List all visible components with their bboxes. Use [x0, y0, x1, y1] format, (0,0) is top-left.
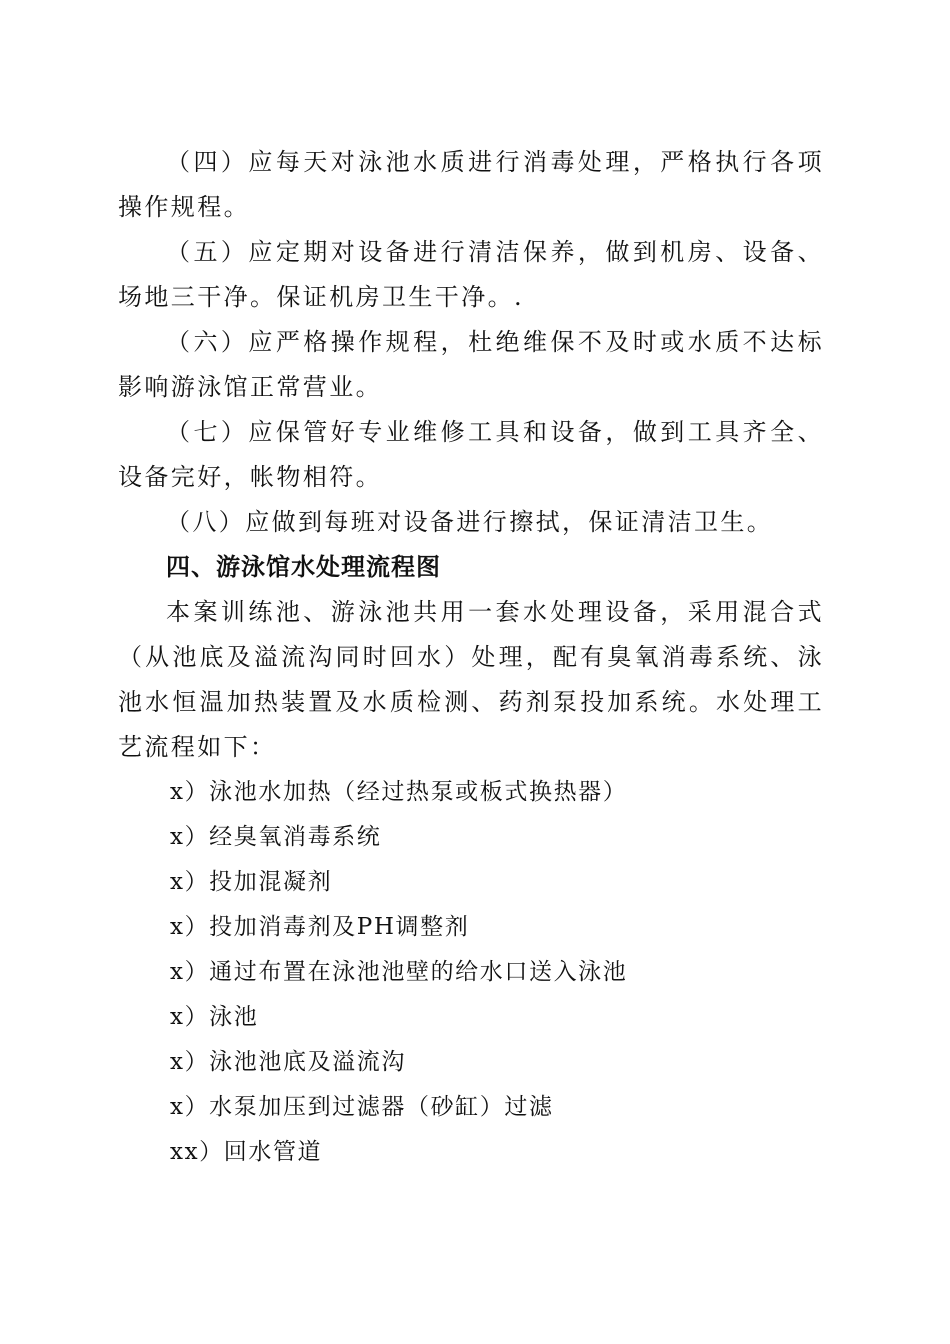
- process-step: x）投加消毒剂及PH调整剂: [170, 914, 470, 940]
- rule-paragraph-8: （八）应做到每班对设备进行擦拭，保证清洁卫生。: [166, 508, 774, 536]
- rule-paragraph-6: （六）应严格操作规程，杜绝维保不及时或水质不达标影响游泳馆正常营业。: [118, 328, 824, 401]
- section-heading: 四、游泳馆水处理流程图: [166, 553, 441, 581]
- process-step: xx）回水管道: [170, 1139, 323, 1165]
- rule-paragraph-7: （七）应保管好专业维修工具和设备，做到工具齐全、设备完好，帐物相符。: [118, 418, 824, 491]
- process-step: x）通过布置在泳池池壁的给水口送入泳池: [170, 959, 628, 985]
- rule-paragraph-5: （五）应定期对设备进行清洁保养，做到机房、设备、场地三干净。保证机房卫生干净。.: [118, 238, 824, 311]
- document-body: [118, 140, 824, 1175]
- rule-paragraph-4: （四）应每天对泳池水质进行消毒处理，严格执行各项操作规程。: [118, 148, 824, 221]
- process-step: x）经臭氧消毒系统: [170, 824, 382, 850]
- process-step: x）水泵加压到过滤器（砂缸）过滤: [170, 1094, 554, 1120]
- process-step-list: [118, 770, 824, 1175]
- section-intro: 本案训练池、游泳池共用一套水处理设备，采用混合式（从池底及溢流沟同时回水）处理，配有臭氧消毒系统、泳池水恒温加热装置及水质检测、药剂泵投加系统。水处理工艺流程如下：: [118, 598, 824, 761]
- process-step: x）泳池池底及溢流沟: [170, 1049, 406, 1075]
- process-step: x）泳池水加热（经过热泵或板式换热器）: [170, 779, 628, 805]
- process-step: x）投加混凝剂: [170, 869, 333, 895]
- process-step: x）泳池: [170, 1004, 259, 1030]
